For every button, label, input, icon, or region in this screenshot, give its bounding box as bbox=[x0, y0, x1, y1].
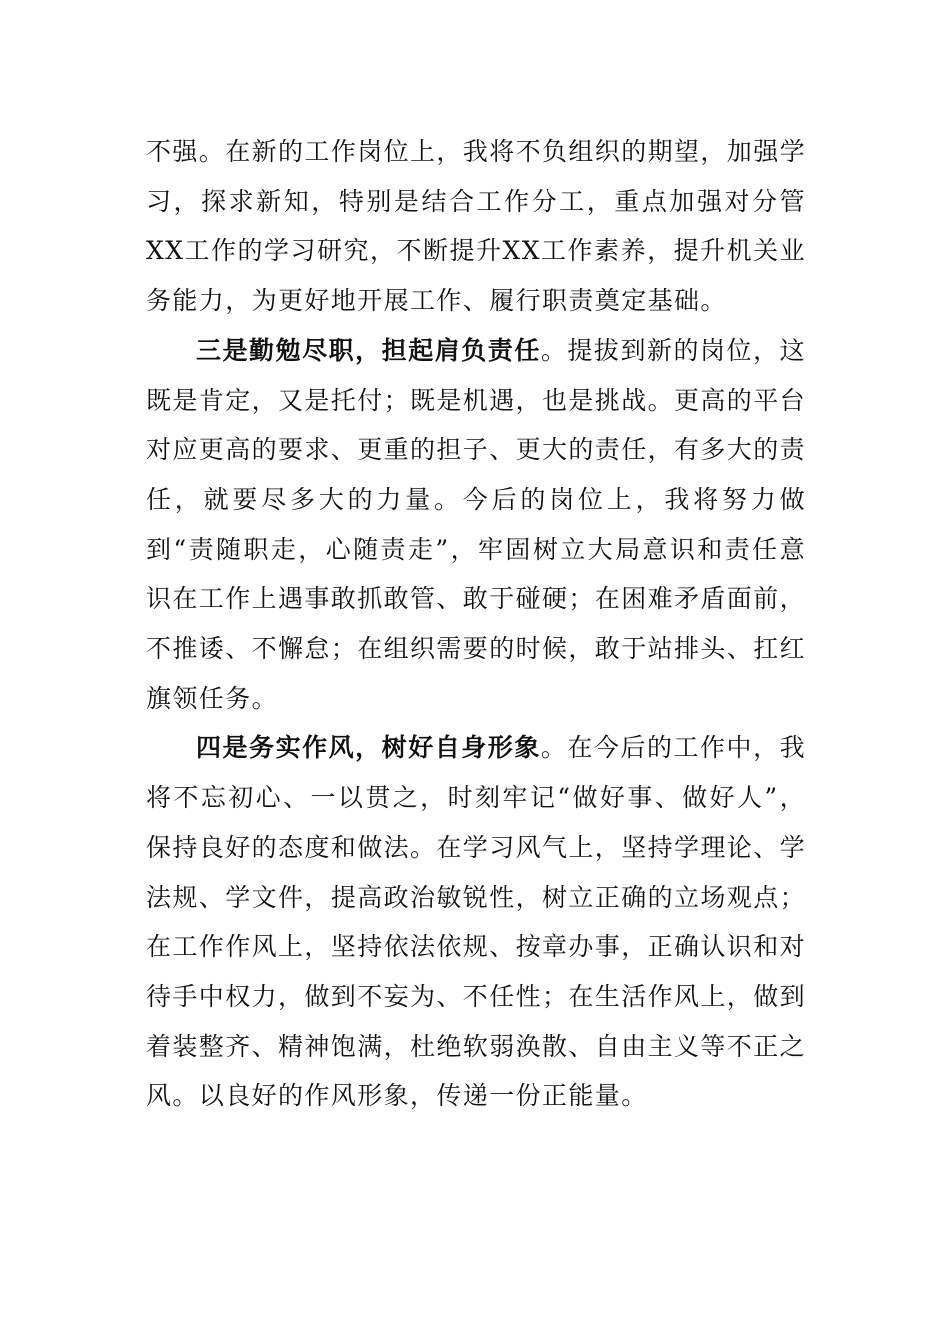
paragraph-point-three bbox=[146, 326, 806, 724]
paragraph-lead: 三是勤勉尽职，担起肩负责任 bbox=[196, 335, 541, 365]
paragraph-text: 不强。在新的工作岗位上，我将不负组织的期望，加强学习，探求新知，特别是结合工作分工，重点加强对分管XX工作的学习研究，不断提升XX工作素养，提升机关业务能力，为更好地开展工作、履行职责奠定基础。 bbox=[146, 137, 807, 316]
paragraph-text: 。在今后的工作中，我将不忘初心、一以贯之，时刻牢记“做好事、做好人”，保持良好的态度和做法。在学习风气上，坚持学理论、学法规、学文件，提高政治敏锐性，树立正确的立场观点；在工作作风上，坚持依法依规、按章办事，正确认识和对待手中权力，做到不妄为、不任性；在生活作风上，做到着装整齐、精神饱满，杜绝软弱涣散、自由主义等不正之风。以良好的作风形象，传递一份正能量。 bbox=[146, 733, 807, 1111]
paragraph-text: 。提拔到新的岗位，这既是肯定，又是托付；既是机遇，也是挑战。更高的平台对应更高的要求、更重的担子、更大的责任，有多大的责任，就要尽多大的力量。今后的岗位上，我将努力做到“责随职走，心随责走”，牢固树立大局意识和责任意识在工作上遇事敢抓敢管、敢于碰硬；在困难矛盾面前，不推诿、不懈怠；在组织需要的时候，敢于站排头、扛红旗领任务。 bbox=[146, 335, 807, 713]
paragraph-lead: 四是务实作风，树好自身形象 bbox=[196, 733, 541, 763]
document-page bbox=[146, 127, 806, 1121]
paragraph-continuation bbox=[146, 127, 806, 326]
paragraph-point-four bbox=[146, 723, 806, 1121]
